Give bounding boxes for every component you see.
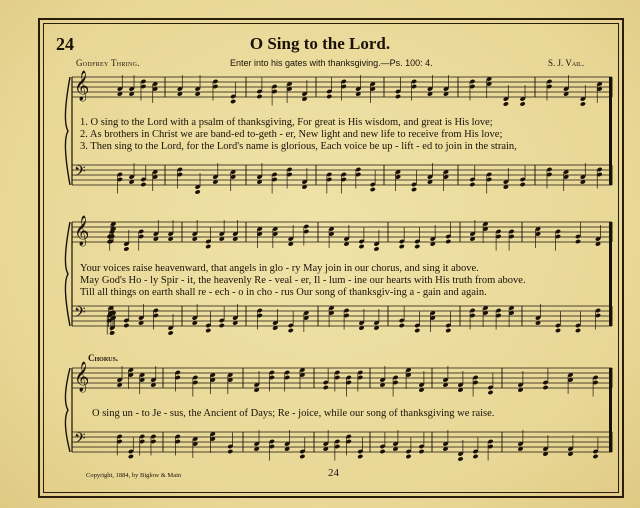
note-head: [326, 94, 332, 99]
note-head: [288, 328, 294, 333]
lyricist-credit: Godfrey Thring.: [76, 58, 140, 68]
note-head: [592, 454, 598, 459]
note-head: [580, 101, 586, 106]
note-head: [457, 456, 463, 461]
note-head: [227, 449, 233, 454]
note-head: [575, 328, 581, 333]
note-head: [405, 454, 411, 459]
note-head: [575, 239, 581, 244]
verse-line: May God's Ho - ly Spir - it, the heavenly Re - veal - er, Il - lum - ine our hearts with His truth from above.: [80, 275, 526, 286]
note-head: [487, 390, 493, 395]
note-head: [373, 246, 379, 251]
note-head: [399, 323, 405, 328]
system-brace: [65, 368, 70, 452]
note-head: [414, 244, 420, 249]
treble-clef-icon: 𝄞: [74, 216, 90, 246]
note-head: [195, 189, 201, 194]
scripture-epigraph: Enter into his gates with thanksgiving.—Ps. 100: 4.: [230, 58, 433, 68]
note-head: [230, 99, 236, 104]
note-head: [469, 182, 475, 187]
note-head: [109, 330, 115, 335]
note-head: [445, 328, 451, 333]
verse-line: 3. Then sing to the Lord, for the Lord's name is glorious, Each voice be up - lift - ed to join in the strain,: [80, 141, 517, 152]
note-head: [399, 244, 405, 249]
note-head: [411, 187, 417, 192]
note-head: [205, 244, 211, 249]
treble-clef-icon: 𝄞: [74, 362, 90, 392]
note-head: [379, 449, 385, 454]
page-number: 24: [328, 467, 339, 479]
note-head: [414, 328, 420, 333]
note-head: [395, 94, 401, 99]
system-brace: [65, 222, 70, 326]
copyright-notice: Copyright, 1884, by Biglow & Main: [86, 472, 182, 479]
note-head: [219, 323, 225, 328]
hymn-title: O Sing to the Lord.: [249, 34, 391, 53]
note-head: [299, 454, 305, 459]
note-head: [357, 454, 363, 459]
note-head: [555, 328, 561, 333]
note-head: [520, 101, 526, 106]
note-head: [256, 94, 262, 99]
hymn-number: 24: [56, 34, 74, 54]
note-head: [418, 449, 424, 454]
note-head: [205, 328, 211, 333]
system-brace: [65, 77, 70, 185]
bass-clef-icon: 𝄢: [74, 304, 86, 325]
verse-line: 1. O sing to the Lord with a psalm of thanksgiving, For great is His wisdom, and great is His love;: [80, 117, 493, 128]
verse-line: Your voices raise heavenward, that angels in glo - ry May join in our chorus, and sing it above.: [80, 263, 479, 274]
final-bar: [609, 222, 612, 326]
note-head: [323, 385, 329, 390]
verse-line: 2. As brothers in Christ we are band-ed to-geth - er, New light and new life to receive from His love;: [80, 129, 503, 140]
composer-credit: S. J. Vail.: [548, 58, 585, 68]
chorus-label: Chorus.: [88, 353, 119, 363]
note-head: [520, 182, 526, 187]
note-head: [128, 454, 134, 459]
note-head: [370, 187, 376, 192]
verse-line: Till all things on earth shall re - ech - o in cho - rus Our song of thanksgiv-ing a - gain and again.: [80, 287, 487, 298]
bass-clef-icon: 𝄢: [74, 163, 86, 184]
treble-clef-icon: 𝄞: [74, 71, 90, 101]
note-head: [140, 182, 146, 187]
note-head: [445, 239, 451, 244]
note-head: [542, 385, 548, 390]
note-head: [123, 323, 129, 328]
note-head: [358, 244, 364, 249]
note-head: [123, 246, 129, 251]
note-head: [168, 330, 174, 335]
note-head: [503, 101, 509, 106]
chorus-line: O sing un - to Je - sus, the Ancient of Days; Re - joice, while our song of thanksgiving we raise.: [92, 408, 495, 419]
bass-clef-icon: 𝄢: [74, 430, 86, 451]
note-head: [472, 454, 478, 459]
